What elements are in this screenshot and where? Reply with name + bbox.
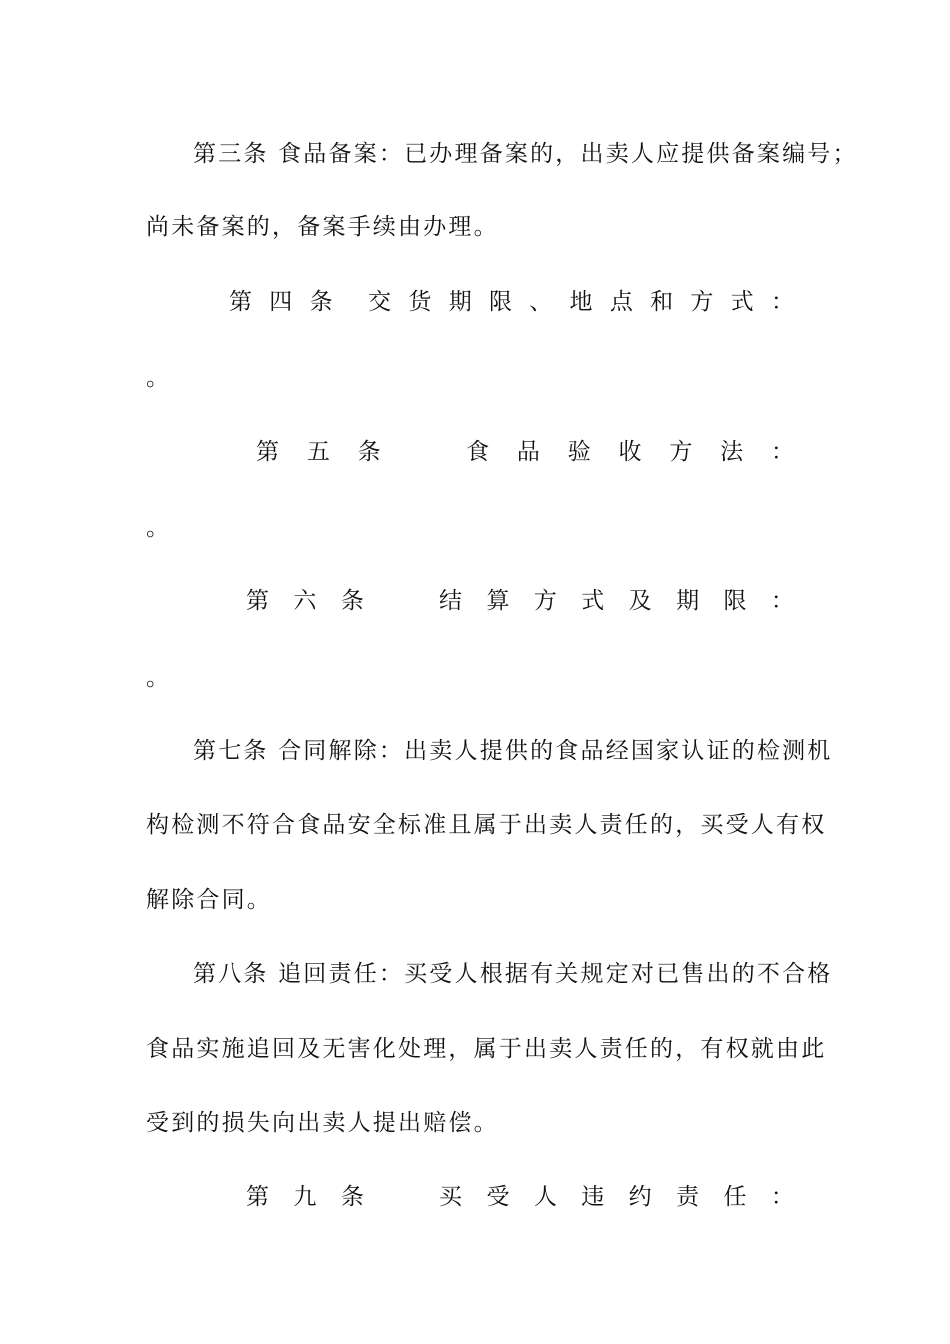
heading-char: 六	[293, 588, 317, 614]
article-7-line-1: 第七条 合同解除：出卖人提供的食品经国家认证的检测机	[193, 738, 833, 764]
heading-char: 和	[650, 289, 674, 315]
heading-char: 条	[309, 289, 333, 315]
heading-char: 方	[533, 588, 557, 614]
heading-char: 第	[246, 588, 269, 614]
heading-char: 算	[486, 588, 510, 614]
heading-char: ：	[770, 439, 794, 465]
heading-char	[414, 1182, 415, 1212]
heading-char: 法	[720, 439, 744, 465]
heading-char: 期	[448, 289, 472, 315]
heading-char: 结	[439, 588, 463, 614]
heading-char: 第	[246, 1184, 269, 1210]
article-5-heading	[256, 437, 794, 467]
heading-char	[388, 1182, 389, 1212]
article-5-value: 。	[146, 515, 172, 541]
article-7-line-3: 解除合同。	[146, 887, 272, 913]
heading-char: 交	[368, 289, 392, 315]
heading-char: 食	[466, 439, 490, 465]
heading-char: 责	[676, 1184, 700, 1210]
heading-char: ：	[770, 1184, 794, 1210]
heading-char: 四	[269, 289, 293, 315]
heading-char	[388, 586, 389, 616]
heading-char	[414, 586, 415, 616]
heading-char: 五	[306, 439, 330, 465]
heading-char: 第	[229, 289, 252, 315]
heading-char: 品	[516, 439, 540, 465]
article-9-heading	[246, 1182, 794, 1212]
heading-char: 点	[609, 289, 633, 315]
article-8-line-1: 第八条 追回责任：买受人根据有关规定对已售出的不合格	[193, 961, 833, 987]
heading-char: ：	[770, 289, 794, 315]
heading-char: 货	[408, 289, 432, 315]
article-4-heading	[229, 287, 794, 317]
heading-char: 人	[533, 1184, 557, 1210]
heading-char	[350, 287, 351, 317]
heading-char: ：	[770, 588, 794, 614]
heading-char	[437, 437, 438, 467]
heading-char: 限	[488, 289, 512, 315]
heading-char: 条	[340, 588, 364, 614]
article-7-line-2: 构检测不符合食品安全标准且属于出卖人责任的，买受人有权	[146, 812, 827, 838]
heading-char: 条	[340, 1184, 364, 1210]
heading-char	[408, 437, 409, 467]
article-3-line-1: 第三条 食品备案：已办理备案的，出卖人应提供备案编号；	[193, 141, 858, 167]
article-3-line-2: 尚未备案的，备案手续由办理。	[146, 214, 499, 240]
heading-char: 条	[357, 439, 381, 465]
heading-char: 任	[723, 1184, 747, 1210]
heading-char: 地	[569, 289, 593, 315]
heading-char: 限	[723, 588, 747, 614]
heading-char: 验	[567, 439, 591, 465]
heading-char: 约	[628, 1184, 652, 1210]
heading-char: 期	[676, 588, 700, 614]
heading-char: 第	[256, 439, 279, 465]
heading-char: 买	[439, 1184, 463, 1210]
heading-char: 受	[486, 1184, 510, 1210]
article-4-value: 。	[146, 365, 172, 391]
article-8-line-3: 受到的损失向出卖人提出赔偿。	[146, 1110, 499, 1136]
heading-char: 方	[690, 289, 714, 315]
heading-char: 式	[581, 588, 605, 614]
article-8-line-2: 食品实施追回及无害化处理，属于出卖人责任的，有权就由此	[146, 1036, 827, 1062]
heading-char: 违	[581, 1184, 605, 1210]
heading-char: 九	[293, 1184, 317, 1210]
heading-char: 、	[529, 289, 553, 315]
heading-char: 及	[628, 588, 652, 614]
article-6-heading	[246, 586, 794, 616]
heading-char: 收	[618, 439, 642, 465]
article-6-value: 。	[146, 665, 172, 691]
heading-char: 式	[730, 289, 754, 315]
heading-char: 方	[669, 439, 693, 465]
